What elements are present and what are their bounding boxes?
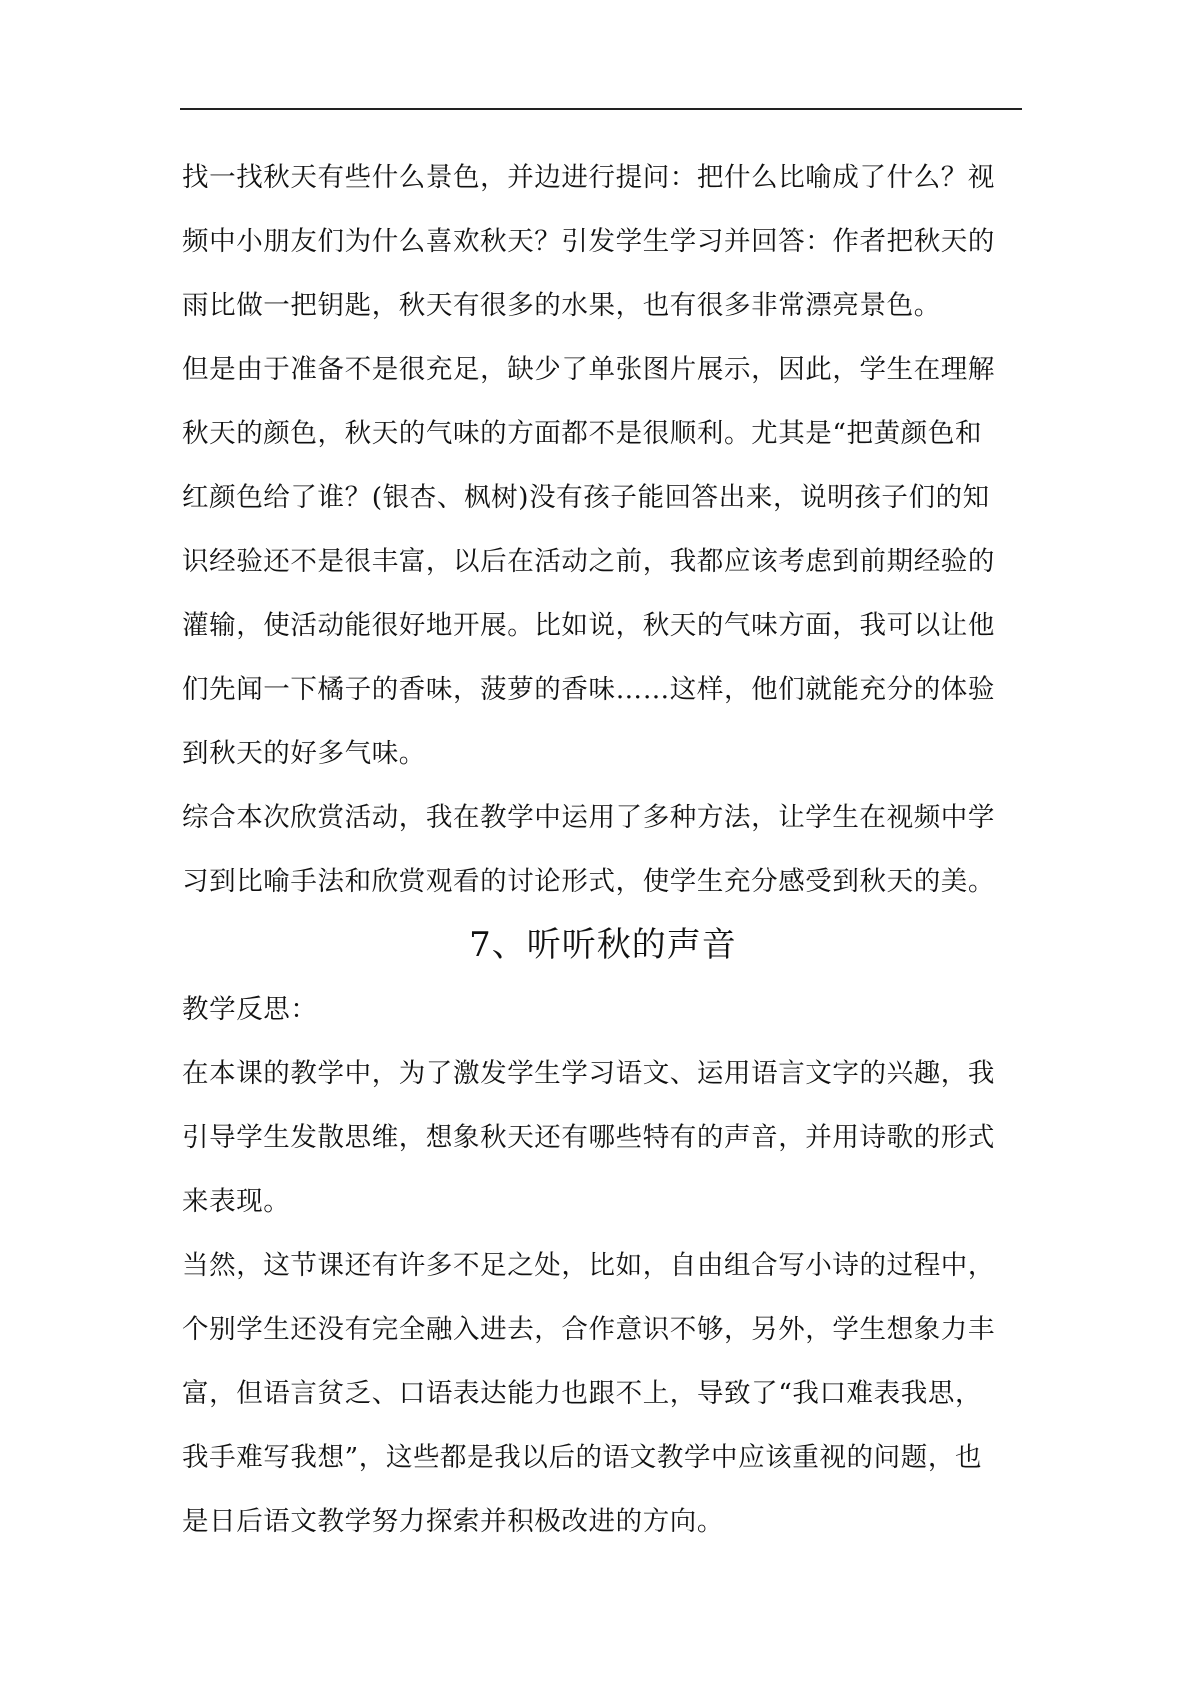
text-line: 秋天的颜色，秋天的气味的方面都不是很顺利。尤其是“把黄颜色和 [182,418,983,449]
text-line: 们先闻一下橘子的香味，菠萝的香味……这样，他们就能充分的体验 [182,674,995,705]
text-line: 雨比做一把钥匙，秋天有很多的水果，也有很多非常漂亮景色。 [182,290,941,321]
text-line: 找一找秋天有些什么景色，并边进行提问：把什么比喻成了什么？视 [182,162,995,193]
text-line: 引导学生发散思维，想象秋天还有哪些特有的声音，并用诗歌的形式 [182,1122,995,1153]
text-line: 但是由于准备不是很充足，缺少了单张图片展示，因此，学生在理解 [182,354,995,385]
text-line: 教学反思： [182,994,318,1025]
section-title: 7、听听秋的声音 [469,925,737,965]
text-line: 富，但语言贫乏、口语表达能力也跟不上，导致了“我口难表我思， [182,1378,983,1409]
header-rule [180,108,1022,110]
paragraph [182,1042,1024,1234]
text-line: 当然，这节课还有许多不足之处，比如，自由组合写小诗的过程中， [182,1250,995,1281]
text-line: 综合本次欣赏活动，我在教学中运用了多种方法，让学生在视频中学 [182,802,995,833]
text-line: 是日后语文教学努力探索并积极改进的方向。 [182,1506,724,1537]
text-line: 个别学生还没有完全融入进去，合作意识不够，另外，学生想象力丰 [182,1314,995,1345]
text-line: 我手难写我想”，这些都是我以后的语文教学中应该重视的问题，也 [182,1442,983,1473]
text-line: 到秋天的好多气味。 [182,738,426,769]
document-body [182,146,1024,1554]
text-line: 在本课的教学中，为了激发学生学习语文、运用语言文字的兴趣，我 [182,1058,995,1089]
text-line: 来表现。 [182,1186,291,1217]
text-line: 识经验还不是很丰富，以后在活动之前，我都应该考虑到前期经验的 [182,546,995,577]
paragraph [182,978,1024,1042]
text-line: 习到比喻手法和欣赏观看的讨论形式，使学生充分感受到秋天的美。 [182,866,995,897]
paragraph [182,146,1024,338]
text-line: 红颜色给了谁？(银杏、枫树)没有孩子能回答出来，说明孩子们的知 [182,482,990,513]
text-line: 灌输，使活动能很好地开展。比如说，秋天的气味方面，我可以让他 [182,610,995,641]
paragraph [182,1234,1024,1554]
paragraph [182,338,1024,786]
text-line: 频中小朋友们为什么喜欢秋天？引发学生学习并回答：作者把秋天的 [182,226,995,257]
paragraph [182,786,1024,914]
